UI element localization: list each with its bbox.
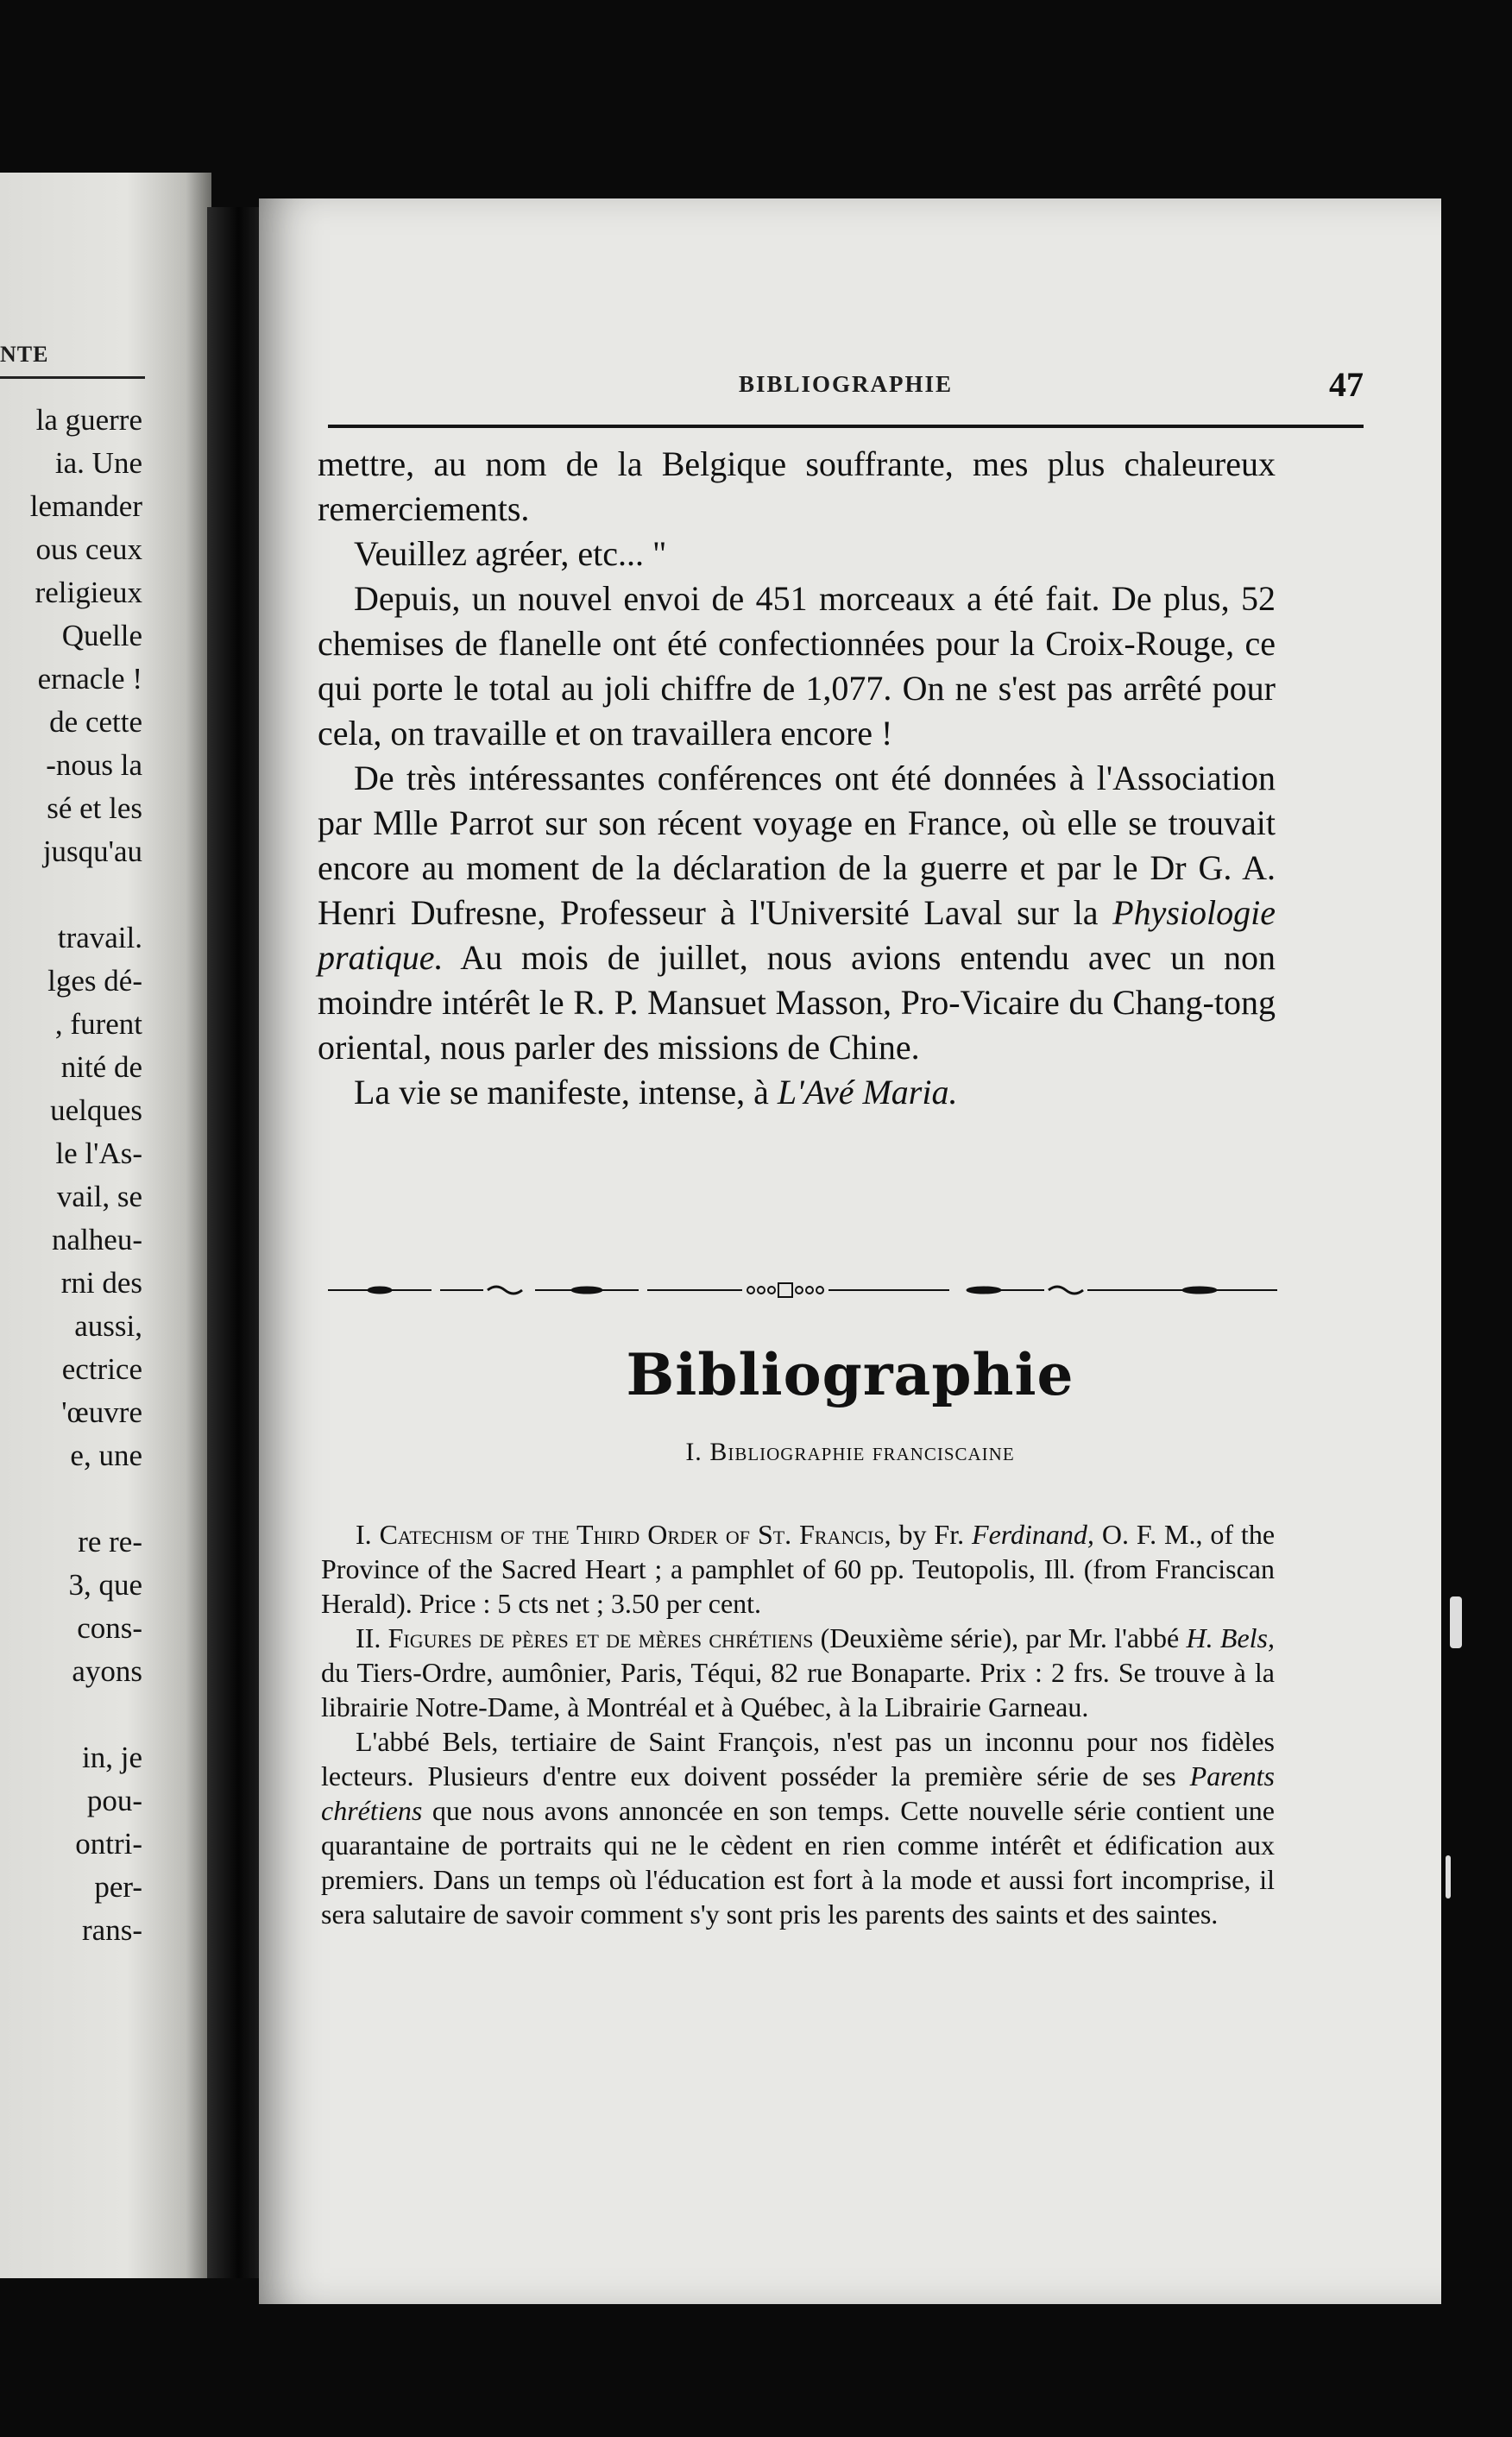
left-page-line: uelques (50, 1093, 142, 1127)
section-title: Bibliographie (626, 1341, 1074, 1408)
book-gutter (207, 207, 259, 2278)
left-page-line: jusqu'au (42, 834, 142, 868)
italic-title: Physiologie pratique. (318, 893, 1276, 977)
text-run: O. F. M., of the Province of the Sacred Heart ; a pamphlet of 60 pp. Teutopolis, Ill. (from Franciscan Herald). Price : 5 cts net ; 3.50 per cent. (321, 1519, 1276, 1619)
left-page-line: rni des (60, 1266, 142, 1300)
review-paragraph (321, 1724, 1275, 1931)
margin-mark (1450, 1596, 1462, 1648)
left-page-line: ectrice (61, 1352, 142, 1386)
left-page-line: vail, se (56, 1180, 142, 1213)
paragraph: Depuis, un nouvel envoi de 451 morceaux a été fait. De plus, 52 chemises de flanelle ont été confectionnées pour la Croix-Rouge, ce qui porte le total au joli chiffre de 1,077. On ne s'est pas arrêté pour cela, on travaille et on travaillera encore ! (318, 579, 1276, 753)
text-run: De très intéressantes conférences ont été données à l'Association par Mlle Parrot sur son récent voyage en France, où elle se trouvait encore au moment de la déclaration de la guerre et par le Dr G. A. Henri Dufresne, Professeur à l'Université Laval sur la (318, 759, 1276, 932)
left-page-line (0, 1693, 142, 1736)
left-page-line (0, 873, 142, 916)
left-page-line: nalheu- (52, 1223, 142, 1256)
bibliography-entry (321, 1517, 1275, 1621)
previous-page (0, 173, 211, 2278)
italic-title: Parents chrétiens (321, 1760, 1275, 1826)
left-page-line: ayons (72, 1654, 142, 1688)
left-running-head: NTE (0, 342, 49, 367)
article-body (318, 442, 1276, 1115)
left-page-line: ia. Une (54, 446, 142, 480)
header-rule (328, 425, 1364, 428)
current-page (259, 198, 1441, 2304)
left-page-line: travail. (57, 921, 142, 954)
left-page-line: Quelle (61, 619, 142, 652)
entry-author: Ferdinand, (972, 1519, 1094, 1550)
left-page-line: 'œuvre (61, 1395, 142, 1429)
left-page-line: rans- (82, 1913, 142, 1947)
subsection-title (259, 1438, 1441, 1467)
italic-title: L'Avé Maria. (777, 1073, 958, 1111)
text-run: Au mois de juillet, nous avions entendu avec un non moindre intérêt le R. P. Mansuet Masson, Pro-Vicaire du Chang-tong oriental, nous parler des missions de Chine. (318, 938, 1276, 1067)
running-head (328, 365, 1364, 409)
left-page-line: ontri- (75, 1827, 142, 1861)
margin-mark (1446, 1855, 1451, 1899)
left-page-line: aussi, (74, 1309, 142, 1343)
left-page-line: de cette (49, 705, 142, 739)
left-page-line: 3, que (68, 1568, 142, 1602)
entry-number: I. (356, 1519, 372, 1550)
left-page-line: religieux (35, 576, 142, 609)
ornamental-divider (328, 1273, 1277, 1307)
left-page-line (0, 1477, 142, 1521)
left-page-line: nité de (60, 1050, 142, 1084)
left-page-line: re re- (78, 1525, 142, 1559)
bibliography-entry (321, 1621, 1275, 1724)
paragraph (318, 756, 1276, 1070)
left-page-line: le l'As- (55, 1137, 142, 1170)
left-page-line: ernacle ! (37, 662, 142, 696)
left-page-line: -nous la (46, 748, 142, 782)
text-run: La vie se manifeste, intense, à (354, 1073, 778, 1111)
paragraph: mettre, au nom de la Belgique souffrante, mes plus chaleureux remerciements. (318, 444, 1276, 528)
text-run: L'abbé Bels, tertiaire de Saint François, n'est pas un inconnu pour nos fidèles lecteurs. Plusieurs d'entre eux doivent posséder la première série de ses (321, 1726, 1275, 1792)
left-page-line: in, je (82, 1741, 142, 1774)
left-page-line: sé et les (47, 791, 142, 825)
left-page-line: lges dé- (47, 964, 142, 998)
left-page-line: pou- (86, 1784, 142, 1817)
subsection-number: I. (685, 1438, 702, 1466)
left-page-line: la guerre (35, 403, 142, 437)
entry-number: II. (356, 1622, 381, 1653)
left-page-line: per- (94, 1870, 142, 1904)
text-run: , by Fr. (884, 1519, 973, 1550)
paragraph (318, 1070, 1276, 1115)
left-page-line: ous ceux (35, 532, 142, 566)
left-head-rule (0, 376, 145, 379)
text-run: du Tiers-Ordre, aumônier, Paris, Téqui, 82 rue Bonaparte. Prix : 2 frs. Se trouve à la librairie Notre-Dame, à Montréal et à Québec, à la Librairie Garneau. (321, 1657, 1275, 1722)
entry-author: H. Bels, (1186, 1622, 1276, 1653)
left-page-line: e, une (70, 1439, 142, 1472)
left-page-line: cons- (77, 1611, 142, 1645)
text-run: que nous avons annoncée en son temps. Cette nouvelle série contient une quarantaine de portraits qui ne le cèdent en rien comme intérêt et édification aux premiers. Dans un temps où l'éducation est fort à la mode et aussi fort incomprise, il sera salutaire de savoir comment s'y sont pris les parents des saints et des saintes. (321, 1795, 1275, 1930)
left-page-line: lemander (29, 489, 142, 523)
left-page-line: , furent (54, 1007, 142, 1041)
paragraph: Veuillez agréer, etc... " (354, 534, 667, 573)
entry-title: Figures de pères et de mères chrétiens (387, 1622, 814, 1653)
bibliography-entries (321, 1517, 1275, 1931)
running-title: BIBLIOGRAPHIE (738, 371, 954, 397)
page-number: 47 (1329, 365, 1364, 404)
subsection-label: Bibliographie franciscaine (709, 1438, 1015, 1466)
entry-title: Catechism of the Third Order of St. Francis (379, 1519, 885, 1550)
left-page-text (0, 399, 142, 1952)
text-run: (Deuxième série), par Mr. l'abbé (813, 1622, 1187, 1653)
